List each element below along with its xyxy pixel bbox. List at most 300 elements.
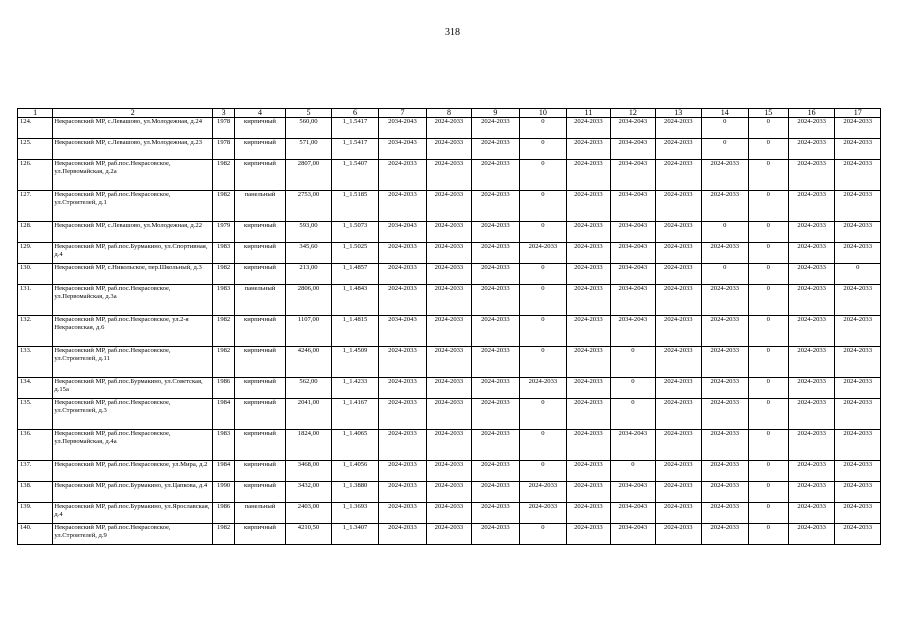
table-cell: кирпичный — [235, 399, 286, 430]
table-cell: 1982 — [213, 347, 235, 378]
table-cell: 4246,00 — [285, 347, 331, 378]
table-cell: 2024-2033 — [566, 264, 610, 285]
table-cell: 2024-2033 — [655, 461, 701, 482]
table-cell: кирпичный — [235, 118, 286, 139]
table-cell: 2034-2043 — [611, 191, 655, 222]
row-number-cell: 135. — [18, 399, 53, 430]
table-cell: 2034-2043 — [611, 264, 655, 285]
table-cell: 2024-2033 — [520, 243, 566, 264]
address-cell: Некрасовский МР, с.Левашово, ул.Молодежная, д.24 — [53, 118, 213, 139]
table-cell: 2024-2033 — [655, 118, 701, 139]
table-cell: 1_1.5417 — [332, 118, 378, 139]
row-number-cell: 127. — [18, 191, 53, 222]
address-cell: Некрасовский МР, раб.пос.Некрасовское, ул.Строителей, д.9 — [53, 524, 213, 545]
table-cell: 2024-2033 — [788, 243, 834, 264]
table-cell: 2024-2033 — [655, 139, 701, 160]
table-cell: 2024-2033 — [788, 378, 834, 399]
table-cell: 2024-2033 — [471, 243, 520, 264]
table-cell: 0 — [748, 524, 788, 545]
table-cell: кирпичный — [235, 139, 286, 160]
table-cell: 1982 — [213, 160, 235, 191]
row-number-cell: 136. — [18, 430, 53, 461]
table-cell: 2034-2043 — [378, 118, 427, 139]
table-cell: 0 — [748, 399, 788, 430]
table-cell: 0 — [520, 191, 566, 222]
table-cell: 2024-2033 — [835, 347, 881, 378]
table-cell: 2024-2033 — [702, 285, 748, 316]
table-cell: 2024-2033 — [655, 524, 701, 545]
table-cell: 2024-2033 — [427, 347, 471, 378]
table-row — [18, 461, 881, 482]
table-cell: 2024-2033 — [427, 160, 471, 191]
table-cell: 2024-2033 — [702, 399, 748, 430]
table-cell: 0 — [702, 264, 748, 285]
table-cell: 2024-2033 — [566, 316, 610, 347]
table-cell: 1824,00 — [285, 430, 331, 461]
table-cell: 2024-2033 — [427, 191, 471, 222]
table-cell: 1_1.4233 — [332, 378, 378, 399]
table-cell: 2024-2033 — [427, 285, 471, 316]
table-cell: 2034-2043 — [378, 139, 427, 160]
table-cell: 1_1.3693 — [332, 503, 378, 524]
table-cell: 2034-2043 — [611, 160, 655, 191]
table-cell: 0 — [520, 139, 566, 160]
address-cell: Некрасовский МР, раб.пос.Бурмакино, ул.Ярославская, д.4 — [53, 503, 213, 524]
table-cell: 3432,00 — [285, 482, 331, 503]
table-cell: 2024-2033 — [566, 160, 610, 191]
table-cell: 2024-2033 — [471, 316, 520, 347]
address-cell: Некрасовский МР, раб.пос.Некрасовское, ул.Первомайская, д.3а — [53, 285, 213, 316]
table-cell: 2024-2033 — [427, 399, 471, 430]
table-cell: 0 — [520, 430, 566, 461]
table-cell: 2024-2033 — [378, 285, 427, 316]
table-cell: 2024-2033 — [835, 378, 881, 399]
table-cell: панельный — [235, 503, 286, 524]
table-cell: 213,00 — [285, 264, 331, 285]
row-number-cell: 126. — [18, 160, 53, 191]
table-cell: 2024-2033 — [788, 222, 834, 243]
table-cell: 2024-2033 — [788, 482, 834, 503]
table-cell: 1979 — [213, 222, 235, 243]
table-cell: 1107,00 — [285, 316, 331, 347]
table-cell: 2024-2033 — [378, 243, 427, 264]
table-cell: 2024-2033 — [520, 378, 566, 399]
table-cell: 1984 — [213, 399, 235, 430]
table-cell: 2041,00 — [285, 399, 331, 430]
row-number-cell: 137. — [18, 461, 53, 482]
column-number-cell: 17 — [835, 109, 881, 118]
table-cell: 2024-2033 — [835, 503, 881, 524]
table-cell: 2024-2033 — [655, 378, 701, 399]
table-cell: 2024-2033 — [566, 285, 610, 316]
table-cell: 2024-2033 — [835, 285, 881, 316]
table-cell: 1_1.5185 — [332, 191, 378, 222]
column-number-cell: 13 — [655, 109, 701, 118]
table-cell: 2024-2033 — [566, 139, 610, 160]
table-cell: 1983 — [213, 243, 235, 264]
address-cell: Некрасовский МР, раб.пос.Некрасовское, ул.Строителей, д.3 — [53, 399, 213, 430]
table-cell: 2024-2033 — [378, 430, 427, 461]
table-cell: кирпичный — [235, 378, 286, 399]
column-number-cell: 10 — [520, 109, 566, 118]
table-cell: 0 — [520, 160, 566, 191]
table-cell: 1990 — [213, 482, 235, 503]
column-number-cell: 12 — [611, 109, 655, 118]
table-cell: 2024-2033 — [471, 461, 520, 482]
table-cell: 2024-2033 — [566, 378, 610, 399]
table-cell: 0 — [702, 222, 748, 243]
table-cell: 2024-2033 — [566, 461, 610, 482]
table-cell: 2034-2043 — [611, 430, 655, 461]
table-cell: 0 — [520, 316, 566, 347]
table-cell: панельный — [235, 285, 286, 316]
table-row — [18, 503, 881, 524]
table-cell: 0 — [702, 118, 748, 139]
table-row — [18, 118, 881, 139]
table-cell: 0 — [748, 243, 788, 264]
address-cell: Некрасовский МР, с.Никольское, пер.Школьный, д.3 — [53, 264, 213, 285]
column-number-cell: 16 — [788, 109, 834, 118]
table-cell: 2024-2033 — [788, 316, 834, 347]
table-cell: 0 — [702, 139, 748, 160]
table-cell: 0 — [748, 139, 788, 160]
column-number-cell: 8 — [427, 109, 471, 118]
table-cell: 2024-2033 — [702, 524, 748, 545]
table-cell: 2034-2043 — [378, 316, 427, 347]
table-cell: 1986 — [213, 378, 235, 399]
table-cell: 2024-2033 — [788, 139, 834, 160]
table-cell: кирпичный — [235, 160, 286, 191]
table-cell: 2024-2033 — [427, 222, 471, 243]
table-cell: 2024-2033 — [471, 347, 520, 378]
table-cell: 2024-2033 — [702, 243, 748, 264]
table-cell: 1_1.4056 — [332, 461, 378, 482]
table-row — [18, 160, 881, 191]
column-number-header-row — [18, 109, 881, 118]
table-cell: 2024-2033 — [427, 118, 471, 139]
table-cell: 2024-2033 — [702, 482, 748, 503]
table-cell: кирпичный — [235, 482, 286, 503]
table-cell: 2024-2033 — [835, 222, 881, 243]
table-cell: 0 — [748, 222, 788, 243]
table-cell: 2034-2043 — [611, 222, 655, 243]
table-cell: 2024-2033 — [378, 503, 427, 524]
row-number-cell: 131. — [18, 285, 53, 316]
row-number-cell: 134. — [18, 378, 53, 399]
address-cell: Некрасовский МР, раб.пос.Некрасовское, ул.Строителей, д.1 — [53, 191, 213, 222]
table-cell: 0 — [748, 285, 788, 316]
row-number-cell: 128. — [18, 222, 53, 243]
column-number-cell: 2 — [53, 109, 213, 118]
table-cell: кирпичный — [235, 264, 286, 285]
table-cell: 2024-2033 — [378, 461, 427, 482]
table-cell: 2024-2033 — [566, 399, 610, 430]
address-cell: Некрасовский МР, раб.пос.Некрасовское, ул.Строителей, д.11 — [53, 347, 213, 378]
table-cell: 2034-2043 — [611, 139, 655, 160]
table-cell: 2753,00 — [285, 191, 331, 222]
address-cell: Некрасовский МР, раб.пос.Некрасовское, ул.Первомайская, д.4а — [53, 430, 213, 461]
address-cell: Некрасовский МР, раб.пос.Бурмакино, ул.Советская, д.15а — [53, 378, 213, 399]
table-cell: кирпичный — [235, 316, 286, 347]
table-row — [18, 191, 881, 222]
table-cell: 2024-2033 — [378, 347, 427, 378]
table-cell: 0 — [520, 461, 566, 482]
table-cell: 2034-2043 — [611, 316, 655, 347]
table-cell: 2024-2033 — [702, 503, 748, 524]
table-cell: 2024-2033 — [427, 243, 471, 264]
table-cell: 2024-2033 — [471, 139, 520, 160]
table-cell: 2024-2033 — [702, 191, 748, 222]
table-cell: 4210,50 — [285, 524, 331, 545]
table-cell: 2024-2033 — [655, 222, 701, 243]
table-cell: 2034-2043 — [611, 482, 655, 503]
table-cell: 2024-2033 — [471, 482, 520, 503]
table-cell: 2024-2033 — [520, 503, 566, 524]
table-cell: 2034-2043 — [611, 285, 655, 316]
table-cell: 1_1.5073 — [332, 222, 378, 243]
table-cell: 562,00 — [285, 378, 331, 399]
table-cell: 2024-2033 — [835, 316, 881, 347]
table-cell: 2024-2033 — [566, 222, 610, 243]
table-cell: 2024-2033 — [471, 503, 520, 524]
table-cell: 2034-2043 — [611, 243, 655, 264]
address-cell: Некрасовский МР, с.Левашово, ул.Молодежная, д.22 — [53, 222, 213, 243]
table-cell: 0 — [748, 316, 788, 347]
table-cell: 0 — [611, 399, 655, 430]
table-cell: 2024-2033 — [427, 482, 471, 503]
row-number-cell: 129. — [18, 243, 53, 264]
table-cell: 2024-2033 — [655, 285, 701, 316]
table-cell: 2024-2033 — [835, 118, 881, 139]
table-cell: 2024-2033 — [471, 285, 520, 316]
table-cell: 0 — [611, 347, 655, 378]
table-cell: 2024-2033 — [427, 139, 471, 160]
table-cell: 2024-2033 — [835, 482, 881, 503]
table-cell: 2034-2043 — [611, 118, 655, 139]
table-cell: 2024-2033 — [702, 430, 748, 461]
column-number-cell: 3 — [213, 109, 235, 118]
table-cell: 2024-2033 — [566, 430, 610, 461]
table-row — [18, 399, 881, 430]
table-cell: 1_1.4167 — [332, 399, 378, 430]
table-cell: 2024-2033 — [566, 118, 610, 139]
table-cell: 0 — [748, 430, 788, 461]
table-cell: 2024-2033 — [566, 243, 610, 264]
table-cell: 2024-2033 — [427, 316, 471, 347]
table-cell: 2024-2033 — [702, 378, 748, 399]
table-cell: 2024-2033 — [427, 430, 471, 461]
column-number-cell: 11 — [566, 109, 610, 118]
row-number-cell: 132. — [18, 316, 53, 347]
table-cell: 2024-2033 — [566, 524, 610, 545]
table-cell: 1983 — [213, 430, 235, 461]
row-number-cell: 139. — [18, 503, 53, 524]
table-cell: 0 — [520, 118, 566, 139]
table-cell: 2024-2033 — [378, 399, 427, 430]
table-cell: 0 — [520, 222, 566, 243]
table-cell: 2024-2033 — [378, 160, 427, 191]
table-cell: 0 — [835, 264, 881, 285]
table-row — [18, 482, 881, 503]
column-number-cell: 14 — [702, 109, 748, 118]
row-number-cell: 130. — [18, 264, 53, 285]
table-cell: 2024-2033 — [835, 160, 881, 191]
table-cell: 2024-2033 — [702, 316, 748, 347]
column-number-cell: 7 — [378, 109, 427, 118]
table-cell: 2034-2043 — [611, 524, 655, 545]
table-cell: 2024-2033 — [471, 222, 520, 243]
table-cell: 2024-2033 — [788, 430, 834, 461]
table-cell: 2024-2033 — [655, 264, 701, 285]
address-cell: Некрасовский МР, с.Левашово, ул.Молодежная, д.23 — [53, 139, 213, 160]
table-cell: 2024-2033 — [655, 399, 701, 430]
table-cell: 2024-2033 — [471, 118, 520, 139]
table-cell: 1982 — [213, 264, 235, 285]
housing-repair-table — [17, 108, 881, 545]
table-cell: 2024-2033 — [788, 264, 834, 285]
table-cell: 2024-2033 — [702, 347, 748, 378]
table-row — [18, 139, 881, 160]
table-cell: 1984 — [213, 461, 235, 482]
table-cell: 2024-2033 — [566, 482, 610, 503]
table-cell: 2024-2033 — [835, 243, 881, 264]
table-cell: 2024-2033 — [655, 503, 701, 524]
table-cell: 1_1.4509 — [332, 347, 378, 378]
table-cell: 0 — [520, 524, 566, 545]
table-cell: 1_1.5417 — [332, 139, 378, 160]
table-cell: 2034-2043 — [378, 222, 427, 243]
table-cell: 2024-2033 — [566, 347, 610, 378]
table-cell: 2024-2033 — [471, 399, 520, 430]
table-cell: 0 — [748, 503, 788, 524]
table-cell: 2024-2033 — [702, 461, 748, 482]
table-cell: 2024-2033 — [471, 524, 520, 545]
column-number-cell: 9 — [471, 109, 520, 118]
table-cell: 2024-2033 — [788, 399, 834, 430]
address-cell: Некрасовский МР, раб.пос.Некрасовское, ул.2-я Некрасовская, д.6 — [53, 316, 213, 347]
table-cell: 2024-2033 — [378, 524, 427, 545]
row-number-cell: 138. — [18, 482, 53, 503]
table-cell: 593,00 — [285, 222, 331, 243]
table-cell: 2403,00 — [285, 503, 331, 524]
table-cell: кирпичный — [235, 243, 286, 264]
table-cell: 2024-2033 — [427, 264, 471, 285]
table-row — [18, 430, 881, 461]
table-cell: 2024-2033 — [702, 160, 748, 191]
table-cell: 2024-2033 — [471, 378, 520, 399]
table-cell: 2807,00 — [285, 160, 331, 191]
table-row — [18, 285, 881, 316]
table-cell: 1983 — [213, 285, 235, 316]
table-cell: кирпичный — [235, 524, 286, 545]
column-number-cell: 5 — [285, 109, 331, 118]
table-cell: кирпичный — [235, 430, 286, 461]
row-number-cell: 124. — [18, 118, 53, 139]
table-cell: 0 — [748, 378, 788, 399]
table-row — [18, 316, 881, 347]
table-cell: 1_1.5407 — [332, 160, 378, 191]
table-cell: 2806,00 — [285, 285, 331, 316]
table-cell: 0 — [520, 264, 566, 285]
column-number-cell: 15 — [748, 109, 788, 118]
table-cell: 2024-2033 — [788, 461, 834, 482]
table-cell: 2024-2033 — [788, 118, 834, 139]
table-cell: 1982 — [213, 316, 235, 347]
table-cell: 1978 — [213, 139, 235, 160]
table-cell: 1_1.5025 — [332, 243, 378, 264]
table-cell: 2024-2033 — [471, 430, 520, 461]
table-row — [18, 222, 881, 243]
address-cell: Некрасовский МР, раб.пос.Бурмакино, ул.Спортивная, д.4 — [53, 243, 213, 264]
row-number-cell: 140. — [18, 524, 53, 545]
address-cell: Некрасовский МР, раб.пос.Некрасовское, ул.Первомайская, д.2а — [53, 160, 213, 191]
table-row — [18, 264, 881, 285]
table-cell: 2024-2033 — [835, 139, 881, 160]
table-cell: 571,00 — [285, 139, 331, 160]
table-cell: 1978 — [213, 118, 235, 139]
column-number-cell: 1 — [18, 109, 53, 118]
table-cell: 0 — [748, 461, 788, 482]
table-cell: 2024-2033 — [566, 191, 610, 222]
table-cell: 2024-2033 — [655, 430, 701, 461]
table-cell: 0 — [520, 285, 566, 316]
table-cell: 2024-2033 — [427, 461, 471, 482]
table-cell: 2024-2033 — [471, 160, 520, 191]
table-cell: 1_1.4857 — [332, 264, 378, 285]
table-cell: 2024-2033 — [471, 191, 520, 222]
table-cell: 2024-2033 — [788, 160, 834, 191]
row-number-cell: 125. — [18, 139, 53, 160]
table-cell: 2024-2033 — [835, 191, 881, 222]
table-cell: 2024-2033 — [378, 191, 427, 222]
table-cell: 2024-2033 — [655, 347, 701, 378]
table-cell: 2024-2033 — [427, 503, 471, 524]
table-cell: 2024-2033 — [427, 524, 471, 545]
table-row — [18, 378, 881, 399]
table-cell: 560,00 — [285, 118, 331, 139]
table-cell: 2024-2033 — [655, 191, 701, 222]
table-row — [18, 524, 881, 545]
table-cell: кирпичный — [235, 222, 286, 243]
table-cell: панельный — [235, 191, 286, 222]
table-cell: 0 — [611, 378, 655, 399]
row-number-cell: 133. — [18, 347, 53, 378]
table-cell: 2034-2043 — [611, 503, 655, 524]
table-cell: 2024-2033 — [655, 482, 701, 503]
table-cell: 0 — [748, 264, 788, 285]
table-cell: 2024-2033 — [378, 264, 427, 285]
table-cell: 0 — [520, 399, 566, 430]
table-cell: 1982 — [213, 191, 235, 222]
table-cell: 0 — [748, 347, 788, 378]
table-cell: 2024-2033 — [471, 264, 520, 285]
table-cell: 0 — [748, 160, 788, 191]
table-cell: 2024-2033 — [788, 285, 834, 316]
table-cell: 2024-2033 — [835, 524, 881, 545]
table-cell: 2024-2033 — [655, 243, 701, 264]
table-cell: 0 — [611, 461, 655, 482]
table-cell: 2024-2033 — [655, 160, 701, 191]
table-cell: 2024-2033 — [835, 399, 881, 430]
table-cell: 2024-2033 — [427, 378, 471, 399]
table-cell: 1_1.3880 — [332, 482, 378, 503]
table-cell: 2024-2033 — [788, 503, 834, 524]
table-cell: 3468,00 — [285, 461, 331, 482]
table-cell: 1_1.4815 — [332, 316, 378, 347]
column-number-cell: 4 — [235, 109, 286, 118]
table-cell: 1986 — [213, 503, 235, 524]
table-cell: 0 — [748, 482, 788, 503]
